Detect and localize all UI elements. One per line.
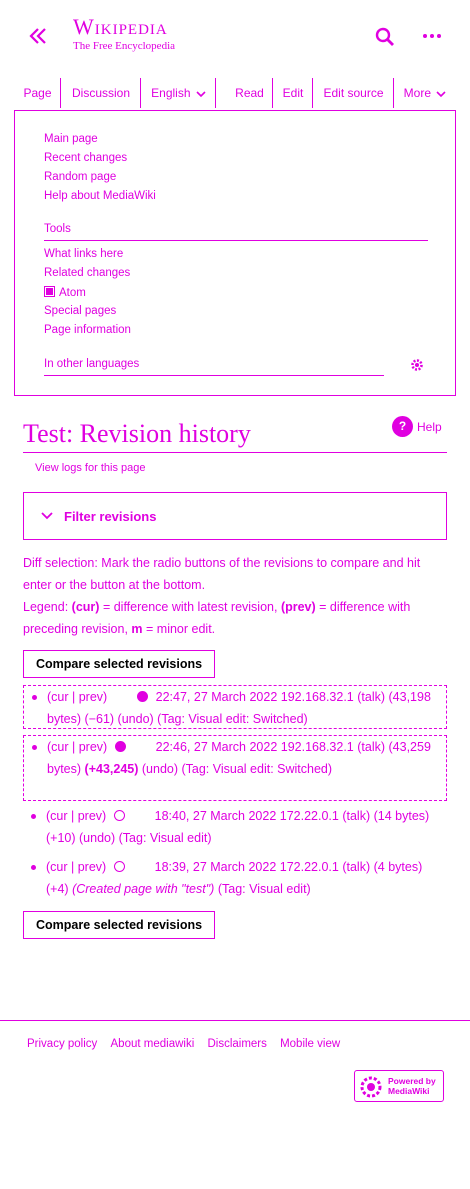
menu-recent-changes[interactable]: Recent changes: [44, 152, 128, 164]
header: [0, 0, 470, 72]
diff-selection-text: Diff selection: Mark the radio buttons of the revisions to compare and hit enter or the button at the bottom.: [23, 556, 421, 592]
double-chevron-left-icon[interactable]: [26, 24, 50, 48]
revision-radio-old[interactable]: [114, 861, 125, 872]
revision-summary: (Created page with "test"): [72, 882, 215, 896]
revision-extra: (Tag: Visual edit): [217, 882, 311, 896]
menu-atom-label: Atom: [59, 287, 86, 299]
tab-read-label: Read: [235, 86, 264, 100]
revision-radio-old[interactable]: [115, 741, 126, 752]
logo-wordmark: Wikipedia: [73, 14, 168, 39]
tab-more-label: More: [403, 86, 431, 100]
tab-page-label: Page: [23, 86, 52, 100]
menu-atom[interactable]: [44, 286, 86, 299]
menu-random-page[interactable]: Random page: [44, 171, 117, 183]
title-divider: [23, 452, 447, 453]
legend-prev-desc: = difference with preceding revision,: [23, 600, 411, 636]
menu-what-links-here[interactable]: What links here: [44, 248, 124, 260]
powered-by-text: [388, 1076, 436, 1096]
revision-talk-link[interactable]: (talk): [342, 860, 371, 874]
powered-by-line1: Powered by: [388, 1076, 436, 1086]
compare-revisions-button-top[interactable]: Compare selected revisions: [23, 650, 215, 678]
legend-minor: m: [131, 622, 143, 636]
revision-talk-link[interactable]: (talk): [357, 690, 386, 704]
tab-edit-source[interactable]: [313, 76, 394, 110]
revision-talk-link[interactable]: (talk): [342, 809, 371, 823]
tab-language-label: English: [151, 86, 191, 100]
revision-size: (14 bytes): [373, 809, 430, 823]
languages-heading: In other languages: [44, 358, 140, 370]
menu-special-pages[interactable]: Special pages: [44, 305, 117, 317]
revision-item: [23, 805, 447, 849]
chevron-down-icon: [196, 90, 206, 98]
tab-discussion[interactable]: [61, 76, 141, 110]
footer-links: [27, 1038, 340, 1050]
footer-privacy-policy[interactable]: Privacy policy: [27, 1038, 98, 1050]
legend-prev: (prev): [280, 600, 316, 614]
legend-cur: (cur): [71, 600, 100, 614]
revision-talk-link[interactable]: (talk): [357, 740, 386, 754]
powered-by-line2: MediaWiki: [388, 1086, 430, 1096]
tab-edit[interactable]: [273, 76, 313, 110]
tab-edit-source-label: Edit source: [323, 86, 384, 100]
ellipsis-menu-icon[interactable]: [420, 26, 444, 46]
tools-heading: Tools: [44, 223, 71, 235]
filter-revisions-label: Filter revisions: [64, 509, 157, 524]
tab-edit-label: Edit: [282, 86, 304, 100]
revision-cur-prev-links[interactable]: (cur | prev): [46, 860, 107, 874]
languages-divider: [44, 375, 384, 376]
revision-item: [23, 735, 447, 801]
revision-extra: (undo) (Tag: Visual edit: Switched): [117, 712, 308, 726]
revision-cur-prev-links[interactable]: (cur | prev): [47, 690, 108, 704]
tools-divider: [44, 240, 428, 241]
powered-by-mediawiki-badge[interactable]: [354, 1070, 444, 1102]
menu-related-changes[interactable]: Related changes: [44, 267, 131, 279]
revision-radio-new[interactable]: [137, 691, 148, 702]
revision-date-link[interactable]: 18:39, 27 March 2022: [154, 860, 277, 874]
tab-more[interactable]: [394, 76, 456, 110]
footer-divider: [0, 1020, 470, 1021]
filter-revisions-toggle[interactable]: [23, 492, 447, 540]
legend-minor-desc: = minor edit.: [146, 622, 216, 636]
revision-diff: (−61): [84, 712, 115, 726]
chevron-down-icon: [436, 90, 446, 98]
gear-icon[interactable]: [410, 358, 424, 372]
compare-revisions-button-bottom[interactable]: Compare selected revisions: [23, 911, 215, 939]
tab-read[interactable]: [226, 76, 273, 110]
legend-text: [23, 596, 447, 640]
help-icon: ?: [392, 416, 413, 437]
footer-about-mediawiki[interactable]: About mediawiki: [110, 1038, 195, 1050]
revision-size: (43,198 bytes): [47, 690, 431, 726]
revision-cur-prev-links[interactable]: (cur | prev): [46, 809, 107, 823]
revision-extra: (undo) (Tag: Visual edit): [79, 831, 212, 845]
legend-prefix: Legend:: [23, 600, 69, 614]
page-title: Test: Revision history: [23, 419, 251, 448]
help-link[interactable]: [392, 416, 442, 437]
menu-help-about-mediawiki[interactable]: Help about MediaWiki: [44, 190, 156, 202]
more-menu-panel: [14, 110, 456, 396]
revision-size: (4 bytes): [373, 860, 423, 874]
revision-diff: (+4): [46, 882, 69, 896]
search-icon[interactable]: [374, 26, 396, 48]
revision-date-link[interactable]: 22:46, 27 March 2022: [155, 740, 278, 754]
legend-cur-desc: = difference with latest revision,: [102, 600, 278, 614]
menu-main-page[interactable]: Main page: [44, 133, 98, 145]
revision-date-link[interactable]: 18:40, 27 March 2022: [154, 809, 277, 823]
logo-tagline: The Free Encyclopedia: [73, 40, 176, 52]
view-logs-link[interactable]: View logs for this page: [35, 462, 146, 474]
revision-extra: (undo) (Tag: Visual edit: Switched): [141, 762, 333, 776]
revision-size: (43,259 bytes): [47, 740, 431, 776]
revision-date-link[interactable]: 22:47, 27 March 2022: [155, 690, 278, 704]
footer-mobile-view[interactable]: Mobile view: [280, 1038, 341, 1050]
tab-discussion-label: Discussion: [71, 86, 131, 100]
tab-page[interactable]: [14, 76, 61, 110]
menu-page-information[interactable]: Page information: [44, 324, 131, 336]
revision-diff: (+10): [46, 831, 76, 845]
revision-item: [23, 856, 447, 900]
revision-radio-old[interactable]: [114, 810, 125, 821]
revision-user-link[interactable]: 172.22.0.1: [279, 809, 339, 823]
mediawiki-logo-icon: [360, 1076, 382, 1098]
revision-item: [23, 685, 447, 729]
revision-diff: (+43,245): [84, 762, 139, 776]
rss-feed-icon: [44, 286, 55, 297]
chevron-down-icon: [40, 511, 54, 521]
revision-user-link[interactable]: 192.168.32.1: [280, 690, 354, 704]
tab-language[interactable]: [141, 76, 216, 110]
revision-cur-prev-links[interactable]: (cur | prev): [47, 740, 108, 754]
footer-disclaimers[interactable]: Disclaimers: [207, 1038, 267, 1050]
revision-user-link[interactable]: 172.22.0.1: [279, 860, 339, 874]
help-label: Help: [417, 419, 442, 434]
revision-user-link[interactable]: 192.168.32.1: [280, 740, 354, 754]
page-tabs: [14, 76, 456, 110]
wikipedia-logo[interactable]: [73, 16, 175, 52]
